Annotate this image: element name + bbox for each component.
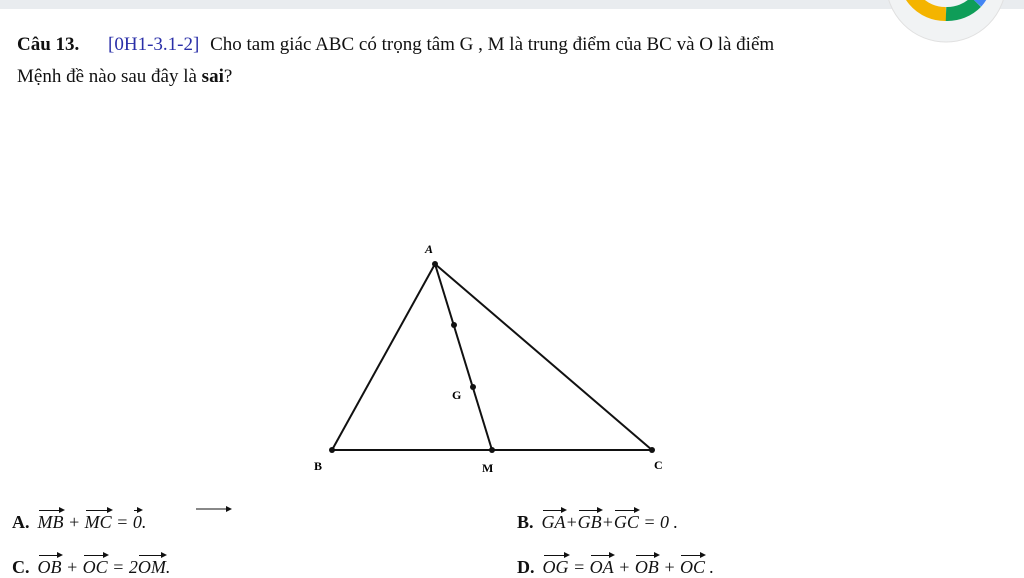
vector-og: OG bbox=[543, 553, 569, 578]
option-c-label: C. bbox=[12, 557, 30, 577]
option-b[interactable] bbox=[517, 508, 678, 533]
option-a[interactable] bbox=[12, 508, 146, 533]
side-ab bbox=[332, 264, 435, 450]
option-d-expression bbox=[543, 557, 714, 577]
point-midpoint-ag bbox=[451, 322, 457, 328]
operator: + bbox=[613, 557, 635, 577]
operator: + bbox=[61, 557, 83, 577]
triangle-figure bbox=[290, 232, 710, 482]
vector-ga: GA bbox=[542, 508, 566, 533]
question-line-2 bbox=[17, 66, 232, 88]
vector-mb: MB bbox=[38, 508, 64, 533]
question-text: Cho tam giác ABC có trọng tâm G , M là trung điểm của BC và O là điểm bbox=[210, 34, 775, 55]
vector-oc: OC bbox=[83, 553, 108, 578]
median-am bbox=[435, 264, 492, 450]
option-c[interactable] bbox=[12, 553, 170, 578]
option-a-expression bbox=[38, 512, 147, 532]
vector-oa: OA bbox=[590, 553, 614, 578]
vector-ob-d: OB bbox=[635, 553, 659, 578]
option-d-label: D. bbox=[517, 557, 535, 577]
vector-gc: GC bbox=[614, 508, 639, 533]
punctuation: . bbox=[704, 557, 714, 577]
vector-ob: OB bbox=[38, 553, 62, 578]
operator: + bbox=[565, 512, 578, 532]
option-b-expression bbox=[542, 512, 678, 532]
stray-arrow-icon bbox=[196, 505, 232, 513]
question-prompt: Mệnh đề nào sau đây là bbox=[17, 66, 202, 87]
option-c-expression bbox=[38, 557, 171, 577]
vector-om: OM bbox=[138, 553, 166, 578]
option-b-label: B. bbox=[517, 512, 534, 532]
option-a-label: A. bbox=[12, 512, 30, 532]
question-code: [0H1-3.1-2] bbox=[108, 34, 200, 55]
vector-mc: MC bbox=[85, 508, 112, 533]
operator: = 2 bbox=[107, 557, 138, 577]
question-end: ? bbox=[223, 66, 233, 87]
label-m: M bbox=[482, 461, 494, 475]
operator: + bbox=[601, 512, 614, 532]
operator: + bbox=[658, 557, 680, 577]
point-m bbox=[489, 447, 495, 453]
label-c: C bbox=[654, 458, 663, 472]
question-number: Câu 13. bbox=[17, 34, 80, 55]
label-g: G bbox=[452, 388, 462, 402]
vector-gb: GB bbox=[578, 508, 602, 533]
operator: = bbox=[568, 557, 590, 577]
question-line-1 bbox=[17, 34, 774, 56]
loading-ring-icon bbox=[876, 0, 1016, 60]
label-b: B bbox=[314, 459, 323, 473]
option-d[interactable] bbox=[517, 553, 714, 578]
vector-zero: 0 bbox=[133, 508, 142, 533]
punctuation: . bbox=[141, 512, 147, 532]
operator: + bbox=[63, 512, 85, 532]
point-b bbox=[329, 447, 335, 453]
point-c bbox=[649, 447, 655, 453]
vector-oc-d: OC bbox=[680, 553, 705, 578]
punctuation: . bbox=[165, 557, 171, 577]
top-bar bbox=[0, 0, 1024, 9]
point-a bbox=[432, 261, 438, 267]
point-g bbox=[470, 384, 476, 390]
question-keyword: sai bbox=[201, 66, 224, 87]
side-ac bbox=[435, 264, 652, 450]
punctuation: = 0 . bbox=[638, 512, 678, 532]
operator: = bbox=[111, 512, 133, 532]
label-a: A bbox=[425, 242, 434, 256]
